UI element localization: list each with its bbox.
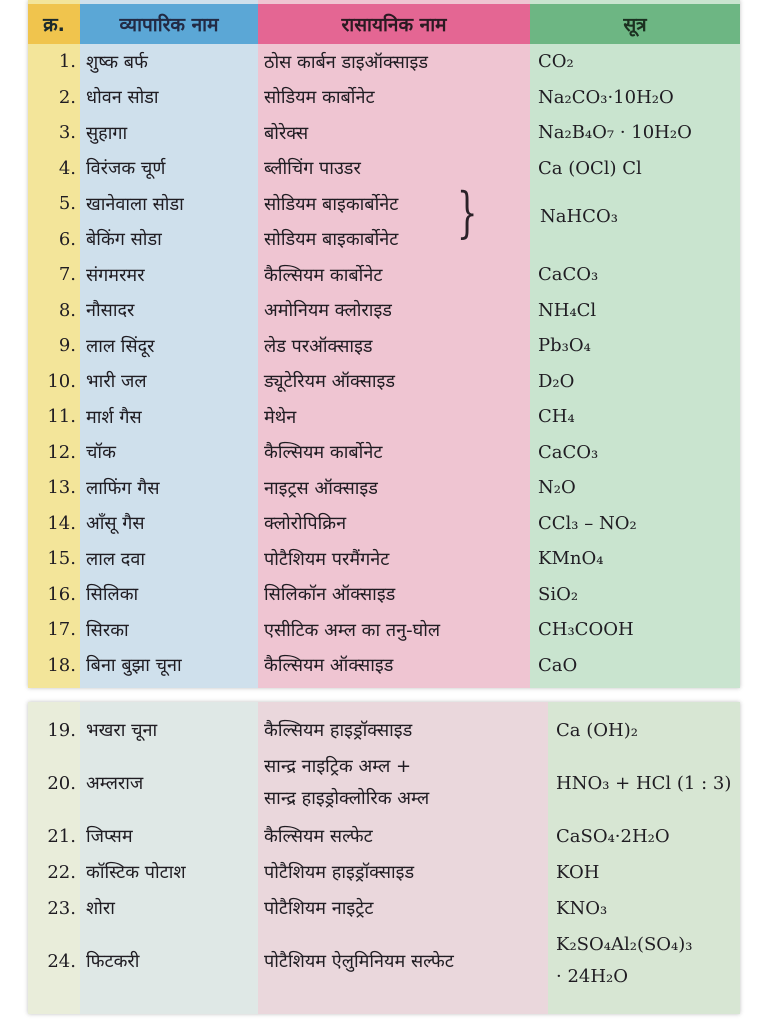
table-header — [28, 4, 740, 44]
table-row — [28, 854, 740, 890]
common-name-cell: जिप्सम — [86, 826, 133, 847]
table-row — [28, 80, 740, 116]
common-name-cell: चॉक — [86, 442, 116, 464]
table-row — [28, 506, 740, 542]
chemical-name-cell-line-2: सान्द्र हाइड्रोक्लोरिक अम्ल — [264, 788, 430, 809]
chemical-name-cell: कैल्सियम कार्बोनेट — [264, 442, 383, 464]
chemical-name-cell-line-1: सान्द्र नाइट्रिक अम्ल + — [264, 756, 412, 777]
chemical-name-cell — [258, 751, 548, 815]
header-sno: क्र. — [28, 4, 80, 44]
common-name-cell: सिरका — [86, 619, 129, 641]
formula-cell: CaCO₃ — [538, 264, 599, 286]
table-row — [28, 577, 740, 613]
row-number: 11. — [47, 406, 76, 428]
formula-cell: CH₃COOH — [538, 619, 634, 641]
chemical-name-cell: पोटैशियम ऐलुमिनियम सल्फेट — [264, 951, 454, 972]
common-name-cell: फिटकरी — [86, 951, 140, 972]
table-row — [28, 186, 740, 222]
common-name-cell: बेकिंग सोडा — [86, 229, 162, 251]
chemical-name-cell: कैल्सियम हाइड्रॉक्साइड — [264, 720, 413, 741]
common-name-cell: लाल सिंदूर — [86, 335, 155, 357]
chemical-name-cell: अमोनियम क्लोराइड — [264, 300, 392, 322]
chemical-name-cell: पोटैशियम नाइट्रेट — [264, 898, 374, 919]
table-row — [28, 748, 740, 818]
row-number: 21. — [47, 825, 76, 847]
chemical-name-cell: पोटैशियम परमैंगनेट — [264, 548, 390, 570]
formula-cell: Na₂CO₃·10H₂O — [538, 86, 674, 108]
chemical-name-cell: कैल्सियम सल्फेट — [264, 826, 373, 847]
table-row — [28, 648, 740, 684]
brace-symbol: } — [456, 181, 478, 244]
formula-cell: CH₄ — [538, 406, 575, 428]
chemical-name-cell: सिलिकॉन ऑक्साइड — [264, 584, 396, 606]
table-row — [28, 399, 740, 435]
row-number: 18. — [47, 654, 76, 676]
table-row — [28, 364, 740, 400]
header-chemical-name: रासायनिक नाम — [258, 4, 530, 44]
common-name-cell: धोवन सोडा — [86, 87, 159, 109]
formula-cell: KMnO₄ — [538, 548, 604, 570]
formula-cell: CO₂ — [538, 51, 574, 73]
row-number: 1. — [58, 51, 76, 73]
table-row — [28, 257, 740, 293]
table-row — [28, 222, 740, 258]
common-name-cell: लाफिंग गैस — [86, 477, 160, 499]
chemical-name-cell: ठोस कार्बन डाइऑक्साइड — [264, 51, 429, 73]
formula-cell: CaSO₄·2H₂O — [556, 825, 670, 847]
common-name-cell: नौसादर — [86, 300, 135, 322]
merged-formula-cell: NaHCO₃ — [540, 206, 618, 227]
common-name-cell: सिलिका — [86, 584, 139, 606]
header-formula: सूत्र — [530, 4, 740, 44]
chemical-name-cell: लेड परऑक्साइड — [264, 335, 373, 357]
chemical-name-cell: ब्लीचिंग पाउडर — [264, 158, 361, 180]
common-name-cell: मार्श गैस — [86, 406, 142, 428]
common-name-cell: भारी जल — [86, 371, 147, 393]
chemical-name-cell: सोडियम कार्बोनेट — [264, 87, 375, 109]
formula-cell-line-1: K₂SO₄Al₂(SO₄)₃ — [556, 934, 693, 955]
common-name-cell: अम्लराज — [86, 773, 144, 794]
row-number: 17. — [47, 619, 76, 641]
common-name-cell: शुष्क बर्फ — [86, 51, 148, 73]
formula-cell: SiO₂ — [538, 583, 579, 605]
formula-cell-line-2: · 24H₂O — [556, 966, 629, 987]
row-number: 13. — [47, 477, 76, 499]
table-row — [28, 328, 740, 364]
table-row — [28, 435, 740, 471]
common-name-cell: आँसू गैस — [86, 513, 145, 535]
formula-cell: KOH — [556, 861, 600, 883]
row-number: 8. — [58, 299, 76, 321]
row-number: 20. — [47, 772, 76, 794]
formula-cell: D₂O — [538, 370, 575, 392]
table-row — [28, 44, 740, 80]
common-name-cell: खानेवाला सोडा — [86, 193, 184, 215]
row-number: 19. — [47, 719, 76, 741]
table-body-2 — [28, 702, 740, 996]
common-name-cell: सुहागा — [86, 122, 128, 144]
chemical-name-cell: मेथेन — [264, 406, 297, 428]
table-row — [28, 470, 740, 506]
table-row — [28, 818, 740, 854]
formula-cell: NH₄Cl — [538, 299, 597, 321]
row-number: 15. — [47, 548, 76, 570]
row-number: 23. — [47, 897, 76, 919]
chemical-name-cell: कैल्सियम ऑक्साइड — [264, 655, 394, 677]
common-name-cell: शोरा — [86, 898, 115, 919]
chemical-name-cell: एसीटिक अम्ल का तनु-घोल — [264, 619, 441, 641]
table-row — [28, 712, 740, 748]
table-row — [28, 151, 740, 187]
common-name-cell: संगमरमर — [86, 264, 145, 286]
table-body-1 — [28, 44, 740, 683]
chemical-name-cell: बोरेक्स — [264, 122, 309, 144]
formula-cell: Na₂B₄O₇ · 10H₂O — [538, 122, 692, 144]
row-number: 14. — [47, 512, 76, 534]
common-name-cell: बिना बुझा चूना — [86, 655, 182, 677]
row-number: 3. — [58, 122, 76, 144]
chemical-name-cell: सोडियम बाइकार्बोनेट — [264, 229, 399, 251]
row-number: 16. — [47, 583, 76, 605]
row-number: 6. — [58, 228, 76, 250]
table-row — [28, 115, 740, 151]
row-number: 7. — [58, 264, 76, 286]
formula-cell: Pb₃O₄ — [538, 335, 591, 357]
row-number: 24. — [47, 950, 76, 972]
formula-cell: N₂O — [538, 477, 576, 499]
row-number: 9. — [58, 335, 76, 357]
chemical-name-cell: ड्यूटेरियम ऑक्साइड — [264, 371, 396, 393]
formula-cell: CaO — [538, 654, 578, 676]
chemical-name-cell: सोडियम बाइकार्बोनेट — [264, 193, 399, 215]
chemical-name-cell: क्लोरोपिक्रिन — [264, 513, 347, 535]
formula-cell: CCl₃ – NO₂ — [538, 512, 637, 534]
row-number: 10. — [47, 370, 76, 392]
formula-cell: KNO₃ — [556, 897, 608, 919]
chemical-name-cell: पोटैशियम हाइड्रॉक्साइड — [264, 862, 415, 883]
formula-cell: CaCO₃ — [538, 441, 599, 463]
chemical-name-cell: कैल्सियम कार्बोनेट — [264, 264, 383, 286]
table-row — [28, 293, 740, 329]
common-name-cell: कॉस्टिक पोटाश — [86, 862, 186, 883]
table-row — [28, 541, 740, 577]
row-number: 2. — [58, 86, 76, 108]
chemical-name-cell: नाइट्रस ऑक्साइड — [264, 477, 378, 499]
header-common-name: व्यापारिक नाम — [80, 4, 258, 44]
formula-cell: Ca (OH)₂ — [556, 719, 638, 741]
formula-cell: Ca (OCl) Cl — [538, 157, 642, 179]
formula-cell: HNO₃ + HCl (1 : 3) — [556, 772, 732, 794]
table-part-1 — [28, 0, 740, 688]
row-number: 5. — [58, 193, 76, 215]
table-row — [28, 890, 740, 926]
table-part-2 — [28, 702, 740, 1014]
common-name-cell: विरंजक चूर्ण — [86, 158, 166, 180]
table-row — [28, 612, 740, 648]
row-number: 22. — [47, 861, 76, 883]
common-name-cell: भखरा चूना — [86, 720, 158, 741]
formula-cell — [548, 929, 740, 993]
row-number: 12. — [47, 441, 76, 463]
table-row — [28, 926, 740, 996]
row-number: 4. — [58, 157, 76, 179]
common-name-cell: लाल दवा — [86, 548, 146, 570]
